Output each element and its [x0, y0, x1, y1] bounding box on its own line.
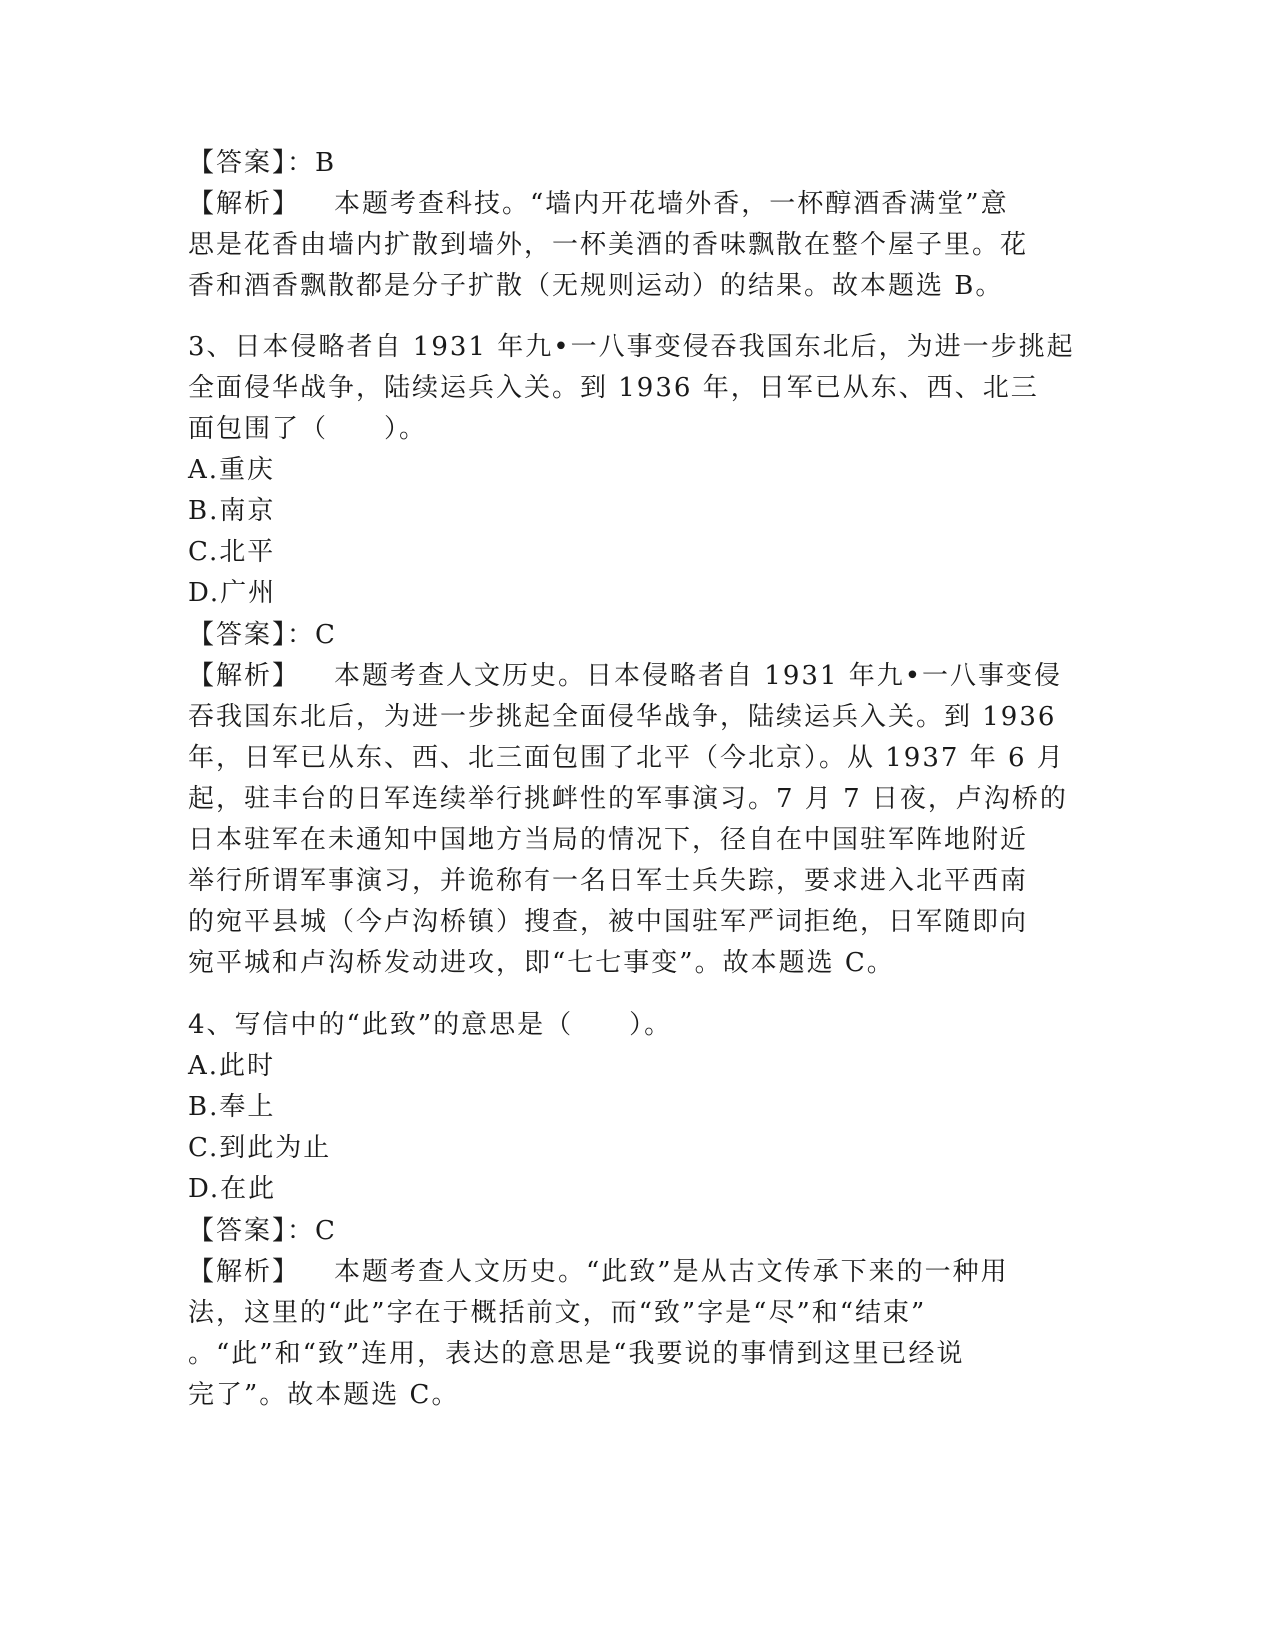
question4-analysis-2: 法，这里的“此”字在于概括前文，而“致”字是“尽”和“结束” — [188, 1298, 927, 1328]
question3-option-a: A.重庆 — [188, 455, 276, 485]
question3-analysis-8: 宛平城和卢沟桥发动进攻，即“七七事变”。故本题选 C。 — [188, 948, 895, 978]
answer-separator: ： — [287, 1216, 316, 1246]
question3-stem-3: 面包围了（ ）。 — [188, 414, 428, 444]
question4-stem-1: 4、写信中的“此致”的意思是（ ）。 — [188, 1010, 673, 1040]
analysis-line-block1-3: 香和酒香飘散都是分子扩散（无规则运动）的结果。故本题选 B。 — [188, 271, 1004, 301]
answer-value: C — [315, 620, 337, 650]
analysis-label: 【解析】 — [188, 661, 301, 691]
question3-analysis-5: 日本驻军在未通知中国地方当局的情况下，径自在中国驻军阵地附近 — [188, 825, 1029, 855]
question4-option-a: A.此时 — [188, 1051, 276, 1081]
analysis-text: 本题考查人文历史。日本侵略者自 1931 年九•一八事变侵 — [334, 661, 1063, 691]
question4-option-b: B.奉上 — [188, 1092, 276, 1122]
question3-option-c: C.北平 — [188, 537, 276, 567]
question4-analysis-3: 。“此”和“致”连用，表达的意思是“我要说的事情到这里已经说 — [188, 1339, 965, 1369]
answer-value: B — [315, 148, 337, 178]
answer-label: 【答案】 — [188, 148, 288, 178]
question3-option-b: B.南京 — [188, 496, 276, 526]
answer-label: 【答案】 — [188, 620, 288, 650]
question3-answer-line — [188, 618, 337, 652]
analysis-label: 【解析】 — [188, 1257, 301, 1287]
question4-answer-line — [188, 1214, 337, 1248]
question3-option-d: D.广州 — [188, 578, 277, 608]
question3-analysis-4: 起，驻丰台的日军连续举行挑衅性的军事演习。7 月 7 日夜，卢沟桥的 — [188, 784, 1068, 814]
answer-line-block1 — [188, 146, 336, 180]
question3-analysis-6: 举行所谓军事演习，并诡称有一名日军士兵失踪，要求进入北平西南 — [188, 866, 1029, 896]
analysis-text: 本题考查科技。“墙内开花墙外香，一杯醇酒香满堂”意 — [334, 189, 1009, 219]
question4-option-c: C.到此为止 — [188, 1133, 332, 1163]
answer-label: 【答案】 — [188, 1216, 288, 1246]
question3-stem-1: 3、日本侵略者自 1931 年九•一八事变侵吞我国东北后，为进一步挑起 — [188, 332, 1075, 362]
analysis-line-block1-1 — [188, 187, 1009, 221]
question4-analysis-4: 完了”。故本题选 C。 — [188, 1380, 460, 1410]
analysis-label: 【解析】 — [188, 189, 301, 219]
question4-option-d: D.在此 — [188, 1174, 277, 1204]
answer-separator: ： — [287, 148, 316, 178]
answer-value: C — [315, 1216, 337, 1246]
question4-analysis-1 — [188, 1255, 1009, 1289]
question3-analysis-1 — [188, 659, 1062, 693]
question3-analysis-2: 吞我国东北后，为进一步挑起全面侵华战争，陆续运兵入关。到 1936 — [188, 702, 1057, 732]
analysis-text: 本题考查人文历史。“此致”是从古文传承下来的一种用 — [334, 1257, 1009, 1287]
question3-analysis-7: 的宛平县城（今卢沟桥镇）搜查，被中国驻军严词拒绝，日军随即向 — [188, 907, 1029, 937]
question3-stem-2: 全面侵华战争，陆续运兵入关。到 1936 年，日军已从东、西、北三 — [188, 373, 1039, 403]
question3-analysis-3: 年，日军已从东、西、北三面包围了北平（今北京）。从 1937 年 6 月 — [188, 743, 1065, 773]
analysis-line-block1-2: 思是花香由墙内扩散到墙外，一杯美酒的香味飘散在整个屋子里。花 — [188, 230, 1029, 260]
answer-separator: ： — [287, 620, 316, 650]
